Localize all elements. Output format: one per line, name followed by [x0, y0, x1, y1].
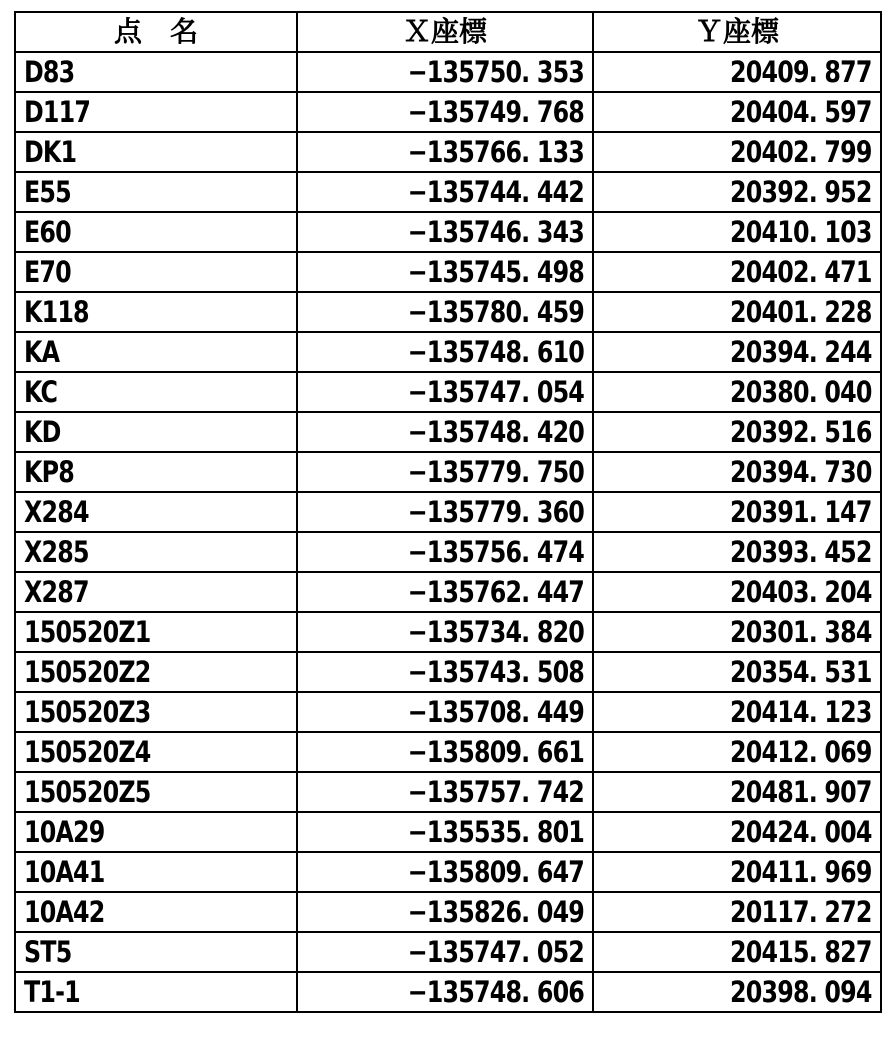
y-coordinate-cell-text: 20414. 123 [730, 695, 872, 729]
x-coordinate-cell-text: −135748. 606 [407, 975, 584, 1009]
y-coordinate-cell-text: 20403. 204 [730, 575, 872, 609]
table-row [15, 852, 881, 892]
y-coordinate-cell-text: 20424. 004 [730, 815, 872, 849]
y-coordinate-cell [593, 412, 881, 452]
point-name-cell-text: ST5 [24, 935, 72, 969]
y-coordinate-cell-text: 20380. 040 [730, 375, 872, 409]
y-coordinate-cell-text: 20117. 272 [730, 895, 872, 929]
point-name-cell [15, 172, 297, 212]
x-coordinate-cell-text: −135809. 647 [407, 855, 584, 889]
y-coordinate-cell-text: 20415. 827 [730, 935, 872, 969]
y-coordinate-cell [593, 572, 881, 612]
x-coordinate-cell-text: −135744. 442 [407, 175, 584, 209]
x-coordinate-cell-text: −135745. 498 [407, 255, 584, 289]
y-coordinate-cell-text: 20354. 531 [730, 655, 872, 689]
y-coordinate-cell [593, 892, 881, 932]
x-coordinate-cell-text: −135747. 052 [407, 935, 584, 969]
y-coordinate-cell [593, 52, 881, 92]
y-coordinate-cell [593, 692, 881, 732]
point-name-cell-text: E70 [24, 255, 71, 289]
table-row [15, 492, 881, 532]
table-body [15, 52, 881, 1012]
table-row [15, 452, 881, 492]
point-name-cell [15, 692, 297, 732]
x-coordinate-cell [297, 252, 593, 292]
x-coordinate-cell-text: −135779. 360 [407, 495, 584, 529]
y-coordinate-cell-text: 20392. 952 [730, 175, 872, 209]
table-row [15, 92, 881, 132]
point-name-cell-text: D83 [24, 55, 75, 89]
x-coordinate-cell-text: −135766. 133 [407, 135, 584, 169]
x-coordinate-cell-text: −135780. 459 [407, 295, 584, 329]
y-coordinate-cell-text: 20398. 094 [730, 975, 872, 1009]
x-coordinate-cell [297, 812, 593, 852]
x-coordinate-cell [297, 172, 593, 212]
table-row [15, 972, 881, 1012]
x-coordinate-cell [297, 652, 593, 692]
point-name-cell [15, 532, 297, 572]
y-coordinate-cell-text: 20394. 730 [730, 455, 872, 489]
x-coordinate-cell-text: −135779. 750 [407, 455, 584, 489]
point-name-cell [15, 412, 297, 452]
table-row [15, 812, 881, 852]
header-x-coordinate: Ｘ座標 [297, 12, 593, 52]
x-coordinate-cell [297, 412, 593, 452]
point-name-cell [15, 932, 297, 972]
x-coordinate-cell [297, 972, 593, 1012]
y-coordinate-cell-text: 20402. 799 [730, 135, 872, 169]
table-row [15, 612, 881, 652]
y-coordinate-cell [593, 292, 881, 332]
point-name-cell-text: KC [24, 375, 58, 409]
point-name-cell-text: E60 [24, 215, 71, 249]
point-name-cell [15, 292, 297, 332]
x-coordinate-cell [297, 932, 593, 972]
x-coordinate-cell-text: −135708. 449 [407, 695, 584, 729]
table-row [15, 212, 881, 252]
x-coordinate-cell [297, 732, 593, 772]
point-name-cell [15, 812, 297, 852]
x-coordinate-cell-text: −135746. 343 [407, 215, 584, 249]
point-name-cell [15, 52, 297, 92]
table-row [15, 772, 881, 812]
y-coordinate-cell [593, 372, 881, 412]
y-coordinate-cell-text: 20412. 069 [730, 735, 872, 769]
table-row [15, 372, 881, 412]
x-coordinate-cell [297, 612, 593, 652]
x-coordinate-cell-text: −135809. 661 [407, 735, 584, 769]
y-coordinate-cell [593, 172, 881, 212]
x-coordinate-cell-text: −135750. 353 [407, 55, 584, 89]
point-name-cell [15, 652, 297, 692]
y-coordinate-cell [593, 772, 881, 812]
table-row [15, 172, 881, 212]
point-name-cell-text: 150520Z5 [24, 775, 151, 809]
y-coordinate-cell-text: 20481. 907 [730, 775, 872, 809]
x-coordinate-cell [297, 332, 593, 372]
x-coordinate-cell [297, 572, 593, 612]
point-name-cell [15, 732, 297, 772]
x-coordinate-cell [297, 492, 593, 532]
table-row [15, 132, 881, 172]
y-coordinate-cell [593, 652, 881, 692]
y-coordinate-cell-text: 20404. 597 [730, 95, 872, 129]
table-row [15, 52, 881, 92]
x-coordinate-cell-text: −135748. 420 [407, 415, 584, 449]
point-name-cell [15, 852, 297, 892]
header-row [15, 12, 881, 52]
point-name-cell-text: DK1 [24, 135, 77, 169]
x-coordinate-cell [297, 772, 593, 812]
x-coordinate-cell-text: −135762. 447 [407, 575, 584, 609]
y-coordinate-cell [593, 852, 881, 892]
y-coordinate-cell-text: 20393. 452 [730, 535, 872, 569]
table-row [15, 732, 881, 772]
x-coordinate-cell-text: −135749. 768 [407, 95, 584, 129]
x-coordinate-cell-text: −135757. 742 [407, 775, 584, 809]
y-coordinate-cell [593, 332, 881, 372]
point-name-cell-text: 150520Z2 [24, 655, 151, 689]
y-coordinate-cell [593, 812, 881, 852]
point-name-cell-text: D117 [24, 95, 91, 129]
y-coordinate-cell [593, 732, 881, 772]
point-name-cell [15, 372, 297, 412]
x-coordinate-cell [297, 372, 593, 412]
point-name-cell-text: 150520Z4 [24, 735, 151, 769]
point-name-cell-text: X285 [24, 535, 89, 569]
point-name-cell [15, 92, 297, 132]
point-name-cell [15, 612, 297, 652]
header-y-coordinate: Ｙ座標 [593, 12, 881, 52]
y-coordinate-cell [593, 132, 881, 172]
coordinate-table [14, 11, 882, 1013]
point-name-cell-text: 10A29 [24, 815, 105, 849]
point-name-cell [15, 972, 297, 1012]
y-coordinate-cell [593, 212, 881, 252]
y-coordinate-cell [593, 92, 881, 132]
y-coordinate-cell-text: 20392. 516 [730, 415, 872, 449]
point-name-cell-text: KP8 [24, 455, 74, 489]
point-name-cell [15, 492, 297, 532]
y-coordinate-cell [593, 932, 881, 972]
point-name-cell-text: E55 [24, 175, 71, 209]
point-name-cell [15, 252, 297, 292]
point-name-cell-text: KD [24, 415, 61, 449]
y-coordinate-cell-text: 20411. 969 [730, 855, 872, 889]
header-point-name: 点 名 [15, 12, 297, 52]
x-coordinate-cell [297, 292, 593, 332]
point-name-cell-text: 150520Z3 [24, 695, 151, 729]
point-name-cell-text: 10A41 [24, 855, 105, 889]
x-coordinate-cell [297, 532, 593, 572]
x-coordinate-cell [297, 452, 593, 492]
point-name-cell-text: X287 [24, 575, 89, 609]
table-row [15, 652, 881, 692]
y-coordinate-cell-text: 20394. 244 [730, 335, 872, 369]
y-coordinate-cell [593, 612, 881, 652]
x-coordinate-cell [297, 692, 593, 732]
x-coordinate-cell [297, 92, 593, 132]
point-name-cell [15, 572, 297, 612]
y-coordinate-cell-text: 20401. 228 [730, 295, 872, 329]
x-coordinate-cell-text: −135747. 054 [407, 375, 584, 409]
point-name-cell [15, 772, 297, 812]
x-coordinate-cell [297, 892, 593, 932]
point-name-cell-text: 150520Z1 [24, 615, 151, 649]
y-coordinate-cell-text: 20301. 384 [730, 615, 872, 649]
table-row [15, 532, 881, 572]
point-name-cell-text: T1-1 [24, 975, 80, 1009]
point-name-cell [15, 332, 297, 372]
point-name-cell-text: X284 [24, 495, 89, 529]
y-coordinate-cell [593, 492, 881, 532]
x-coordinate-cell [297, 52, 593, 92]
table-row [15, 572, 881, 612]
table-row [15, 252, 881, 292]
point-name-cell [15, 452, 297, 492]
x-coordinate-cell-text: −135756. 474 [407, 535, 584, 569]
y-coordinate-cell [593, 252, 881, 292]
y-coordinate-cell-text: 20409. 877 [730, 55, 872, 89]
point-name-cell [15, 212, 297, 252]
point-name-cell [15, 132, 297, 172]
x-coordinate-cell [297, 132, 593, 172]
y-coordinate-cell-text: 20410. 103 [730, 215, 872, 249]
point-name-cell-text: 10A42 [24, 895, 105, 929]
x-coordinate-cell [297, 852, 593, 892]
point-name-cell [15, 892, 297, 932]
x-coordinate-cell-text: −135734. 820 [407, 615, 584, 649]
table-row [15, 332, 881, 372]
table-row [15, 412, 881, 452]
x-coordinate-cell-text: −135743. 508 [407, 655, 584, 689]
y-coordinate-cell [593, 452, 881, 492]
y-coordinate-cell-text: 20391. 147 [730, 495, 872, 529]
table-row [15, 292, 881, 332]
point-name-cell-text: KA [24, 335, 60, 369]
y-coordinate-cell-text: 20402. 471 [730, 255, 872, 289]
y-coordinate-cell [593, 972, 881, 1012]
x-coordinate-cell-text: −135748. 610 [407, 335, 584, 369]
table-row [15, 692, 881, 732]
x-coordinate-cell [297, 212, 593, 252]
point-name-cell-text: K118 [24, 295, 89, 329]
x-coordinate-cell-text: −135826. 049 [407, 895, 584, 929]
x-coordinate-cell-text: −135535. 801 [407, 815, 584, 849]
table-row [15, 892, 881, 932]
table-row [15, 932, 881, 972]
y-coordinate-cell [593, 532, 881, 572]
